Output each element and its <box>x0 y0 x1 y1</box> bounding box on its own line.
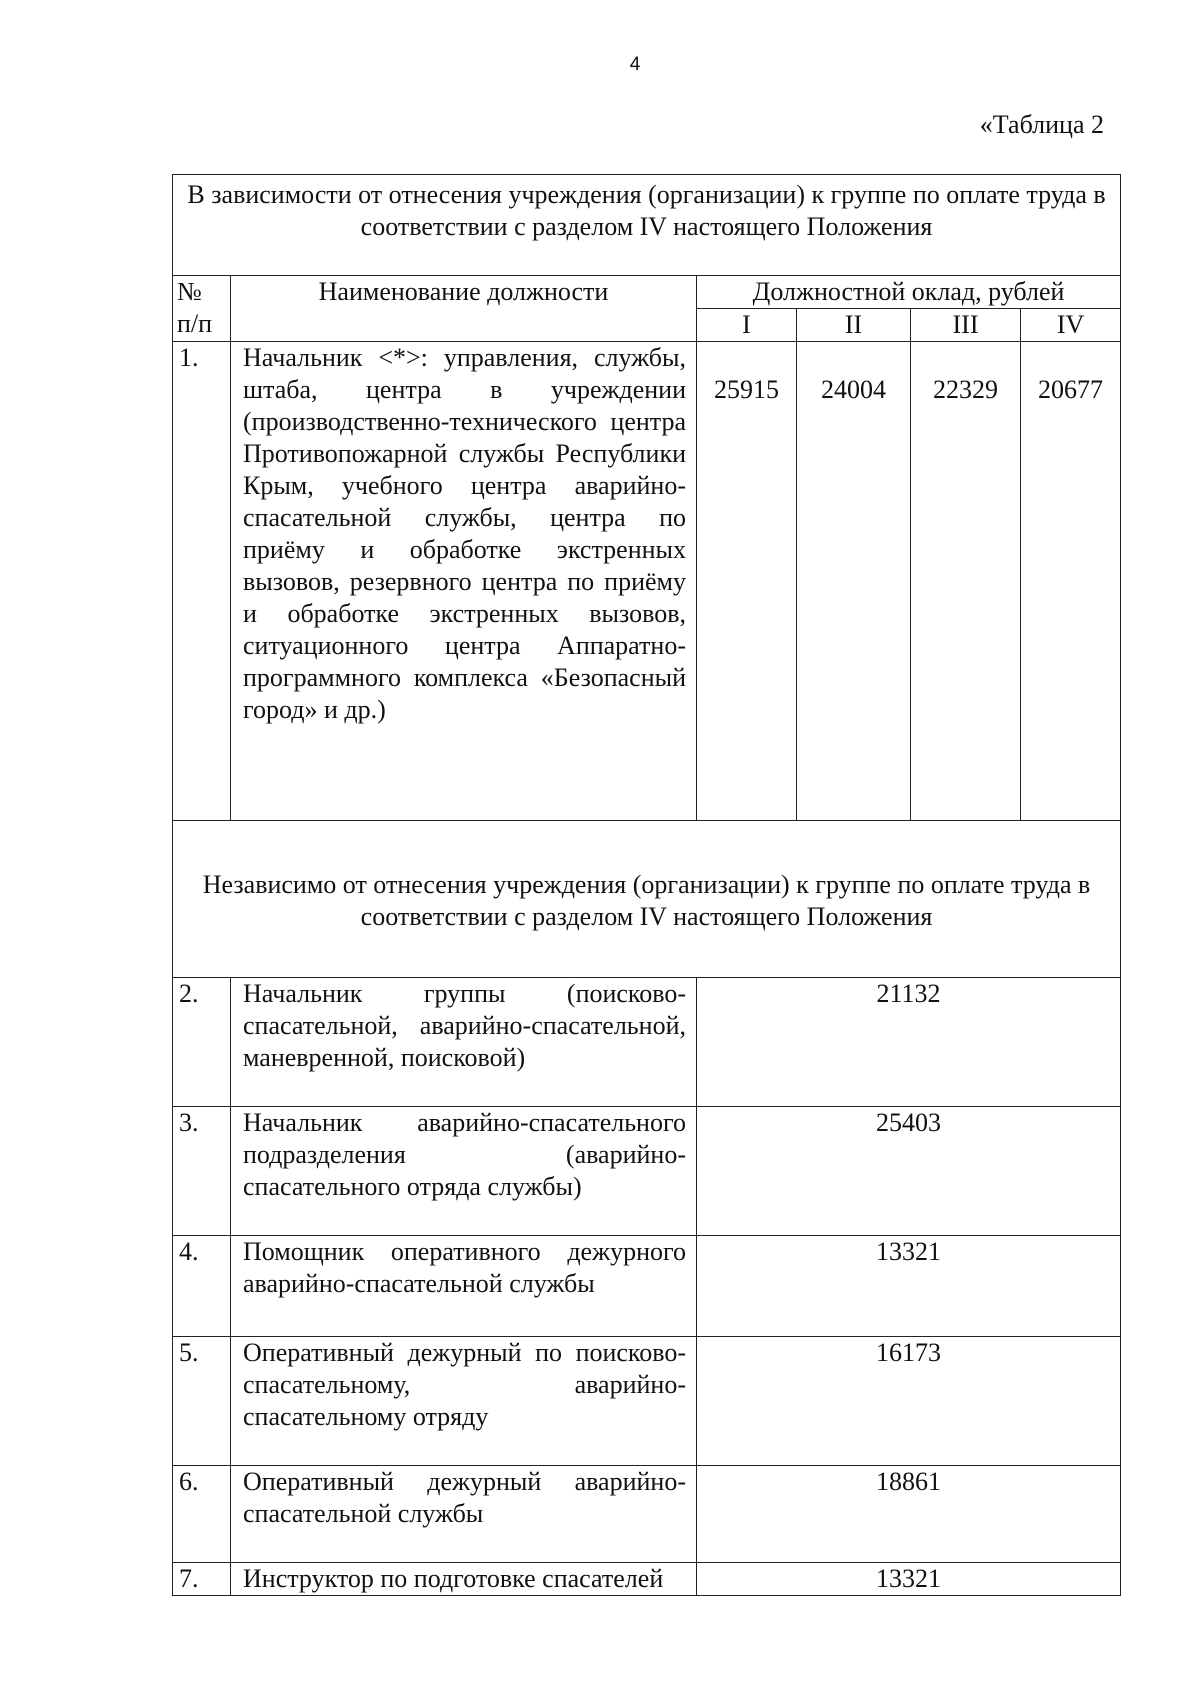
position-name: Оперативный дежурный аварийно-спасательной службы <box>231 1466 697 1563</box>
table-caption: «Таблица 2 <box>979 110 1104 139</box>
table-row <box>173 1563 1121 1596</box>
salary-table <box>172 174 1121 1596</box>
header-number: № п/п <box>173 276 231 342</box>
salary-group-1: 25915 <box>697 342 797 821</box>
header-group-2: II <box>797 309 911 342</box>
salary-group-3: 22329 <box>911 342 1021 821</box>
row-number: 5. <box>173 1337 231 1466</box>
row-number: 7. <box>173 1563 231 1596</box>
salary-value: 16173 <box>697 1337 1121 1466</box>
header-group-3: III <box>911 309 1021 342</box>
group-heading-dependent: В зависимости от отнесения учреждения (организации) к группе по оплате труда в соответствии с разделом IV настоящего Положения <box>173 175 1121 276</box>
table-row <box>173 1466 1121 1563</box>
salary-group-2: 24004 <box>797 342 911 821</box>
position-name: Инструктор по подготовке спасателей <box>231 1563 697 1596</box>
salary-value: 25403 <box>697 1107 1121 1236</box>
row-number: 3. <box>173 1107 231 1236</box>
header-group-4: IV <box>1021 309 1121 342</box>
header-group-1: I <box>697 309 797 342</box>
position-name: Оперативный дежурный по поисково-спасательному, аварийно-спасательному отряду <box>231 1337 697 1466</box>
table-row <box>173 1107 1121 1236</box>
row-number: 2. <box>173 978 231 1107</box>
position-name: Начальник <*>: управления, службы, штаба, центра в учреждении (производственно-технического центра Противопожарной службы Республики Крым, учебного центра аварийно-спасательной службы, центра по приёму и обработке экстренных вызовов, резервного центра по приёму и обработке экстренных вызовов, ситуационного центра Аппаратно-программного комплекса «Безопасный город» и др.) <box>231 342 697 821</box>
table-row <box>173 978 1121 1107</box>
salary-value: 13321 <box>697 1563 1121 1596</box>
salary-value: 18861 <box>697 1466 1121 1563</box>
salary-group-4: 20677 <box>1021 342 1121 821</box>
group-heading-independent: Независимо от отнесения учреждения (организации) к группе по оплате труда в соответствии с разделом IV настоящего Положения <box>173 821 1121 978</box>
position-name: Начальник аварийно-спасательного подразделения (аварийно-спасательного отряда службы) <box>231 1107 697 1236</box>
row-number: 6. <box>173 1466 231 1563</box>
table-row <box>173 1236 1121 1337</box>
table-row <box>173 1337 1121 1466</box>
position-name: Помощник оперативного дежурного аварийно-спасательной службы <box>231 1236 697 1337</box>
salary-value: 13321 <box>697 1236 1121 1337</box>
header-salary: Должностной оклад, рублей <box>697 276 1121 309</box>
row-number: 4. <box>173 1236 231 1337</box>
row-number: 1. <box>173 342 231 821</box>
table-row <box>173 342 1121 821</box>
header-position: Наименование должности <box>231 276 697 342</box>
salary-value: 21132 <box>697 978 1121 1107</box>
position-name: Начальник группы (поисково-спасательной, аварийно-спасательной, маневренной, поисковой) <box>231 978 697 1107</box>
page-number: 4 <box>629 54 641 75</box>
